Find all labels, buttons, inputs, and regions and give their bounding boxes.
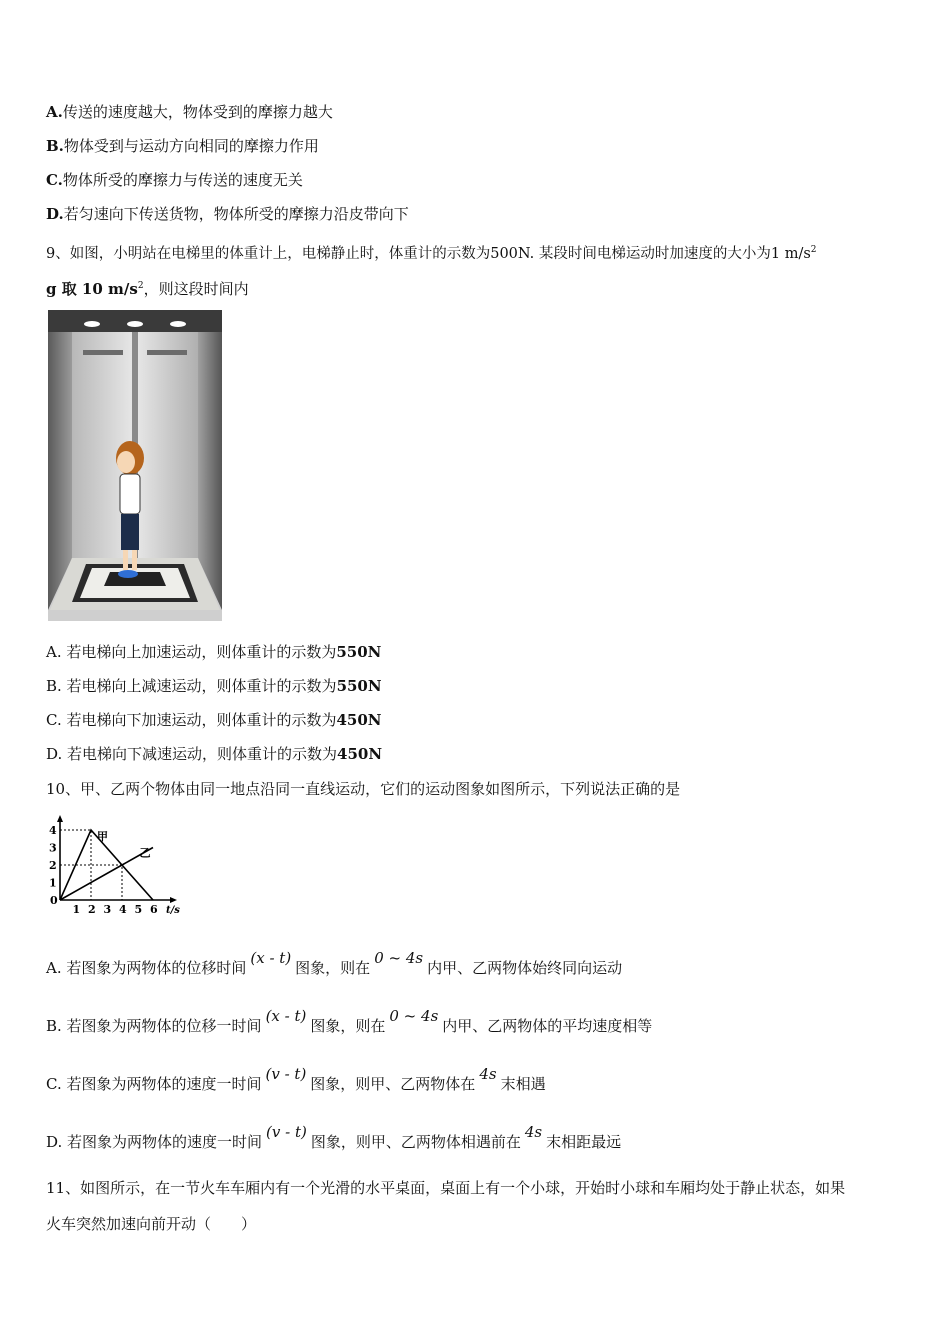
option-text: 图象，则甲、乙两物体在 — [310, 1075, 476, 1093]
q8-option-a — [46, 102, 333, 122]
elevator-illustration — [48, 310, 222, 621]
y-tick-label: 2 — [49, 859, 57, 872]
q10-option-d — [46, 1123, 622, 1152]
math-expression: 0 ~ 4s — [374, 949, 424, 967]
option-text: 内甲、乙两物体始终同向运动 — [427, 959, 623, 977]
option-text: 若匀速向下传送货物，物体所受的摩擦力沿皮带向下 — [63, 205, 409, 223]
option-text: A. 若图象为两物体的位移时间 — [46, 959, 247, 977]
option-text: D. 若电梯向下减速运动，则体重计的示数为 — [46, 745, 338, 763]
q11-stem-line1 — [46, 1178, 845, 1198]
q9-option-b — [46, 676, 382, 696]
math-expression: (v - t) — [266, 1123, 307, 1141]
q9-stem-line1 — [46, 240, 817, 264]
x-axis-label: t/s — [166, 905, 180, 914]
option-text: 物体所受的摩擦力与传送的速度无关 — [62, 171, 303, 189]
option-text: 图象，则甲、乙两物体相遇前在 — [310, 1133, 521, 1151]
option-value: 550N — [336, 677, 382, 695]
option-text: A. 若电梯向上加速运动，则体重计的示数为 — [46, 643, 337, 661]
series-label: 甲 — [97, 830, 108, 843]
option-value: 550N — [336, 643, 382, 661]
q11-stem-text: 火车突然加速向前开动（ ） — [46, 1215, 257, 1233]
x-tick-label: 4 — [119, 903, 127, 914]
x-tick-label: 1 — [72, 903, 81, 914]
q10-option-b — [46, 1007, 653, 1036]
q8-option-c — [46, 170, 303, 190]
option-text: 图象，则在 — [295, 959, 371, 977]
y-tick-label: 4 — [49, 824, 57, 837]
option-text: 末相遇 — [500, 1075, 546, 1093]
x-tick-label: 0 — [50, 894, 58, 907]
q9-stem-text: ，则这段时间内 — [143, 280, 249, 298]
superscript: 2 — [810, 245, 817, 255]
q9-stem-line2 — [46, 276, 249, 299]
option-text: 图象，则在 — [310, 1017, 386, 1035]
q10-stem — [46, 779, 680, 799]
math-expression: 4s — [524, 1123, 543, 1141]
x-tick-label: 2 — [88, 903, 96, 914]
x-tick-label: 5 — [134, 903, 143, 914]
q9-option-c — [46, 710, 382, 730]
option-letter: D. — [46, 205, 64, 223]
option-letter: A. — [46, 103, 63, 121]
option-text: C. 若图象为两物体的速度一时间 — [46, 1075, 262, 1093]
series-label: 乙 — [139, 846, 151, 860]
x-axis-arrow — [170, 897, 177, 903]
y-axis-arrow — [57, 815, 63, 822]
q8-option-b — [46, 136, 319, 156]
superscript: 2 — [137, 281, 144, 291]
math-expression: (x - t) — [265, 1007, 307, 1025]
q11-stem-line2 — [46, 1214, 256, 1234]
q10-stem-text: 10、甲、乙两个物体由同一地点沿同一直线运动，它们的运动图象如图所示，下列说法正确的是 — [46, 780, 681, 798]
math-expression: 4s — [479, 1065, 497, 1083]
option-letter: B. — [46, 137, 64, 155]
x-tick-label: 6 — [150, 903, 158, 914]
math-expression: (x - t) — [250, 949, 292, 967]
option-text: 物体受到与运动方向相同的摩擦力作用 — [63, 137, 319, 155]
option-text: D. 若图象为两物体的速度一时间 — [46, 1133, 263, 1151]
option-value: 450N — [337, 745, 383, 763]
option-letter: C. — [46, 171, 63, 189]
y-tick-label: 1 — [49, 876, 57, 890]
option-text: C. 若电梯向下加速运动，则体重计的示数为 — [46, 711, 337, 729]
option-text: 传送的速度越大，物体受到的摩擦力越大 — [62, 103, 333, 121]
q8-option-d — [46, 204, 409, 224]
option-text: B. 若图象为两物体的位移一时间 — [46, 1017, 262, 1035]
math-expression: (v - t) — [265, 1065, 307, 1083]
q9-g-value: g 取 10 m/s — [46, 280, 138, 298]
q11-stem-text: 11、如图所示，在一节火车车厢内有一个光滑的水平桌面，桌面上有一个小球，开始时小球和车厢均处于静止状态，如果 — [46, 1179, 846, 1197]
math-expression: 0 ~ 4s — [389, 1007, 439, 1025]
option-value: 450N — [336, 711, 382, 729]
q10-option-a — [46, 949, 623, 978]
motion-graph — [44, 814, 184, 914]
q9-option-a — [46, 642, 381, 662]
y-tick-label: 3 — [49, 841, 57, 855]
option-text: B. 若电梯向上减速运动，则体重计的示数为 — [46, 677, 337, 695]
q10-option-c — [46, 1065, 546, 1094]
q9-stem-text: 9、如图，小明站在电梯里的体重计上，电梯静止时，体重计的示数为500N. 某段时间电梯运动时加速度的大小为1 m/s — [46, 245, 811, 262]
option-text: 内甲、乙两物体的平均速度相等 — [442, 1017, 653, 1035]
x-tick-label: 3 — [103, 903, 112, 914]
q9-option-d — [46, 744, 382, 764]
option-text: 末相距最远 — [546, 1133, 622, 1151]
